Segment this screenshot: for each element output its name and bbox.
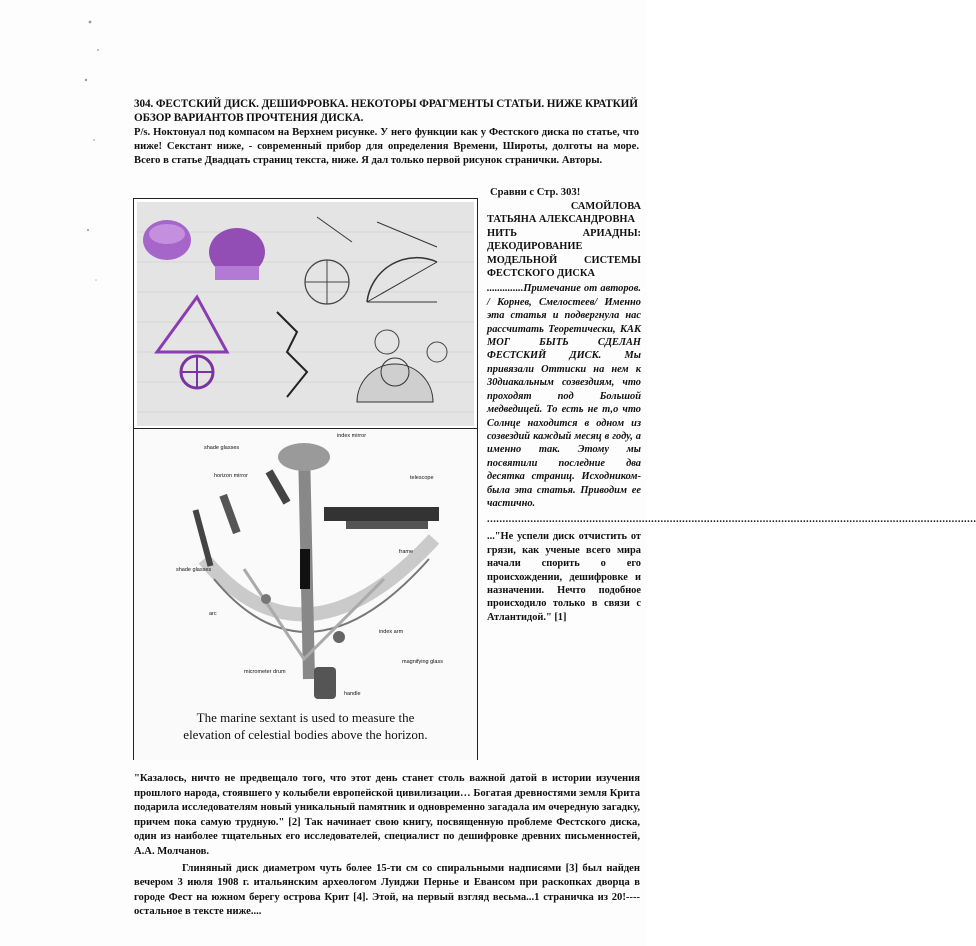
- author-surname: САМОЙЛОВА: [570, 201, 641, 212]
- page-heading: 304. ФЕСТСКИЙ ДИСК. ДЕШИФРОВКА. НЕКОТОРЫ ФРАГМЕНТЫ СТАТЬИ. НИЖЕ КРАТКИЙ ОБЗОР ВАРИАНТОВ ПРОЧТЕНИЯ ДИСКА.: [134, 98, 638, 124]
- ps-note: P/s. Ноктонуал под компасом на Верхнем рисунке. У него функции как у Фестского диска по статье, что ниже! Секстант ниже, - современный прибор для определения Времени, Широты, долготы на море. Всего в статье Двадцать страниц текста, ниже. Я дал только первой рисунок странички. Авторы.: [134, 127, 639, 167]
- body-paragraph-2: Глиняный диск диаметром чуть более 15-ти см со спиральными надписями [3] был найден вечером 3 июля 1908 г. итальянским археологом Луиджи Пернье и Евансом при раскопках дворца в городе Фест на южном берегу острова Крит [4]. Этой, на первый взгляд весьма...1 страничка из 20!----остальное в тексте ниже....: [134, 862, 640, 918]
- label-micrometer-drum: micrometer drum: [244, 669, 286, 675]
- article-title: НИТЬ АРИАДНЫ: ДЕКОДИРОВАНИЕ МОДЕЛЬНОЙ СИСТЕМЫ ФЕСТСКОГО ДИСКА: [487, 227, 641, 280]
- article-quote: ..."Не успели диск отчистить от грязи, как ученые всего мира начали спорить о его происхождении, дешифровке и назначении. Нечто подобное происходило только в связи с Атлантидой." [1]: [487, 531, 641, 623]
- authors-note: ..............Примечание от авторов. / Корнев, Смелостеев/ Именно эта статья и подвергнула нас рассчитать Теоретически, КАК МОГ БЫТЬ СДЕЛАН ФЕСТСКИЙ ДИСК. Мы привязали Оттиски на нем к 30диакальным созвездиям, что проходят под Большой медведицей. То есть не т,о что Солнце находится в одном из созвездий каждый месяц в году, а именно так. Этому мы посвятили последние два десятка страниц. Исходником- была эта статья. Приводим ее частично.: [487, 283, 641, 509]
- dotted-separator: ..............................................................................................................................................................: [487, 514, 976, 526]
- label-horizon-mirror: horizon mirror: [214, 473, 248, 479]
- nocturnal-illustration: [137, 202, 474, 426]
- figure-caption-line2: elevation of celestial bodies above the horizon.: [183, 727, 428, 742]
- label-shade-glasses-top: shade glasses: [204, 445, 240, 451]
- compare-note: Сравни с Стр. 303!: [490, 187, 581, 198]
- label-index-mirror: index mirror: [337, 433, 367, 439]
- figure-frame: [133, 198, 478, 760]
- right-column: [487, 200, 976, 624]
- label-shade-glasses-left: shade glasses: [176, 567, 212, 573]
- body-paragraph-1: "Казалось, ничто не предвещало того, что этот день станет столь важной датой в истории изучения прошлого народа, стоявшего у колыбели европейской цивилизации… Богатая древностями земля Крита подарила исследователям новый уникальный памятник и одновременно загадала им очередную загадку, причем пока самую трудную." [2] Так начинает свою книгу, посвященную проблеме Фестского диска, один из наиболее тщательных его исследователей, специалист по дешифровке древних письменностей, А.А. Молчанов.: [134, 773, 640, 857]
- label-telescope: telescope: [410, 475, 434, 481]
- sextant-illustration: [134, 428, 477, 760]
- scan-specks: [60, 10, 110, 310]
- figure-caption-line1: The marine sextant is used to measure the: [196, 710, 415, 725]
- label-index-arm: index arm: [379, 629, 404, 635]
- article-body: [134, 772, 640, 920]
- author-name: ТАТЬЯНА АЛЕКСАНДРОВНА: [487, 214, 635, 226]
- label-frame: frame: [399, 549, 414, 555]
- label-handle: handle: [344, 691, 361, 697]
- label-arc: arc: [209, 611, 217, 617]
- instruments-drawing: [137, 202, 474, 426]
- label-magnifying-glass: magnifying glass: [402, 659, 443, 665]
